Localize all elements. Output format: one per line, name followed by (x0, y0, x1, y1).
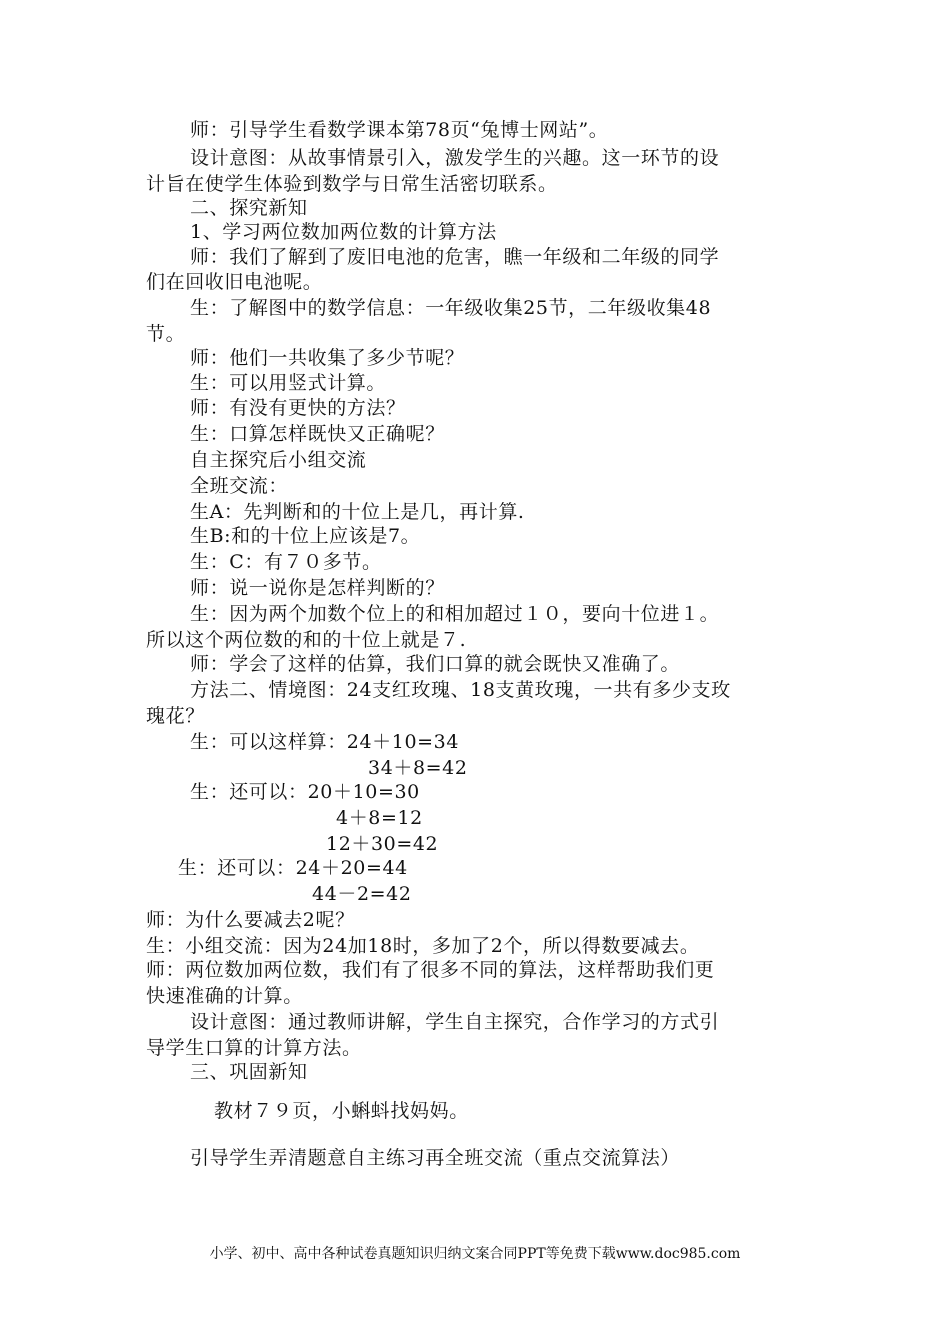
section-heading: 三、巩固新知 (190, 1061, 308, 1083)
text-line: 方法二、情境图：24支红玫瑰、18支黄玫瑰，一共有多少支玫 (190, 679, 731, 701)
text-line: 设计意图：从故事情景引入，激发学生的兴趣。这一环节的设 (190, 147, 720, 169)
text-line: 生：C：有７０多节。 (190, 551, 382, 573)
text-line: 生：小组交流：因为24加18时，多加了2个，所以得数要减去。 (146, 935, 700, 957)
text-line: 设计意图：通过教师讲解，学生自主探究，合作学习的方式引 (190, 1011, 720, 1033)
text-line: 瑰花？ (146, 705, 205, 727)
text-line: 所以这个两位数的和的十位上就是７. (146, 629, 467, 651)
text-line: 生B:和的十位上应该是7。 (190, 525, 421, 547)
equation-line: 4＋8=12 (336, 807, 423, 829)
text-line: 师：说一说你是怎样判断的？ (190, 577, 445, 599)
text-line: 师：两位数加两位数，我们有了很多不同的算法，这样帮助我们更 (146, 959, 715, 981)
text-line: 生：了解图中的数学信息：一年级收集25节，二年级收集48 (190, 297, 712, 319)
subsection-heading: 1、学习两位数加两位数的计算方法 (190, 221, 497, 243)
text-line: 师：引导学生看数学课本第78页“兔博士网站”。 (190, 119, 609, 141)
text-line: 教材７９页，小蝌蚪找妈妈。 (214, 1100, 469, 1122)
section-heading: 二、探究新知 (190, 197, 308, 219)
text-line: 生A：先判断和的十位上是几，再计算. (190, 501, 525, 523)
text-line: 快速准确的计算。 (146, 985, 303, 1007)
text-line: 生：可以这样算：24＋10=34 (190, 731, 460, 753)
equation-line: 12＋30=42 (326, 833, 439, 855)
text-line: 生：因为两个加数个位上的和相加超过１０，要向十位进１。 (190, 603, 720, 625)
text-line: 师：学会了这样的估算，我们口算的就会既快又准确了。 (190, 653, 681, 675)
equation-line: 44－2=42 (312, 883, 412, 905)
text-line: 师：我们了解到了废旧电池的危害，瞧一年级和二年级的同学 (190, 246, 720, 268)
text-line: 导学生口算的计算方法。 (146, 1037, 362, 1059)
equation-line: 34＋8=42 (368, 757, 468, 779)
text-line: 师：有没有更快的方法？ (190, 397, 406, 419)
text-line: 生：可以用竖式计算。 (190, 372, 387, 394)
text-line: 节。 (146, 323, 186, 345)
text-line: 全班交流： (190, 475, 289, 497)
text-line: 计旨在使学生体验到数学与日常生活密切联系。 (146, 173, 558, 195)
text-line: 师：他们一共收集了多少节呢？ (190, 347, 465, 369)
text-line: 师：为什么要减去2呢？ (146, 909, 355, 931)
text-line: 引导学生弄清题意自主练习再全班交流（重点交流算法） (190, 1147, 681, 1169)
text-line: 自主探究后小组交流 (190, 449, 367, 471)
text-line: 们在回收旧电池呢。 (146, 271, 323, 293)
page-footer: 小学、初中、高中各种试卷真题知识归纳文案合同PPT等免费下载www.doc985.com (209, 1246, 741, 1262)
text-line: 生：口算怎样既快又正确呢？ (190, 423, 445, 445)
text-line: 生：还可以：24＋20=44 (178, 857, 408, 879)
text-line: 生：还可以：20＋10=30 (190, 781, 420, 803)
